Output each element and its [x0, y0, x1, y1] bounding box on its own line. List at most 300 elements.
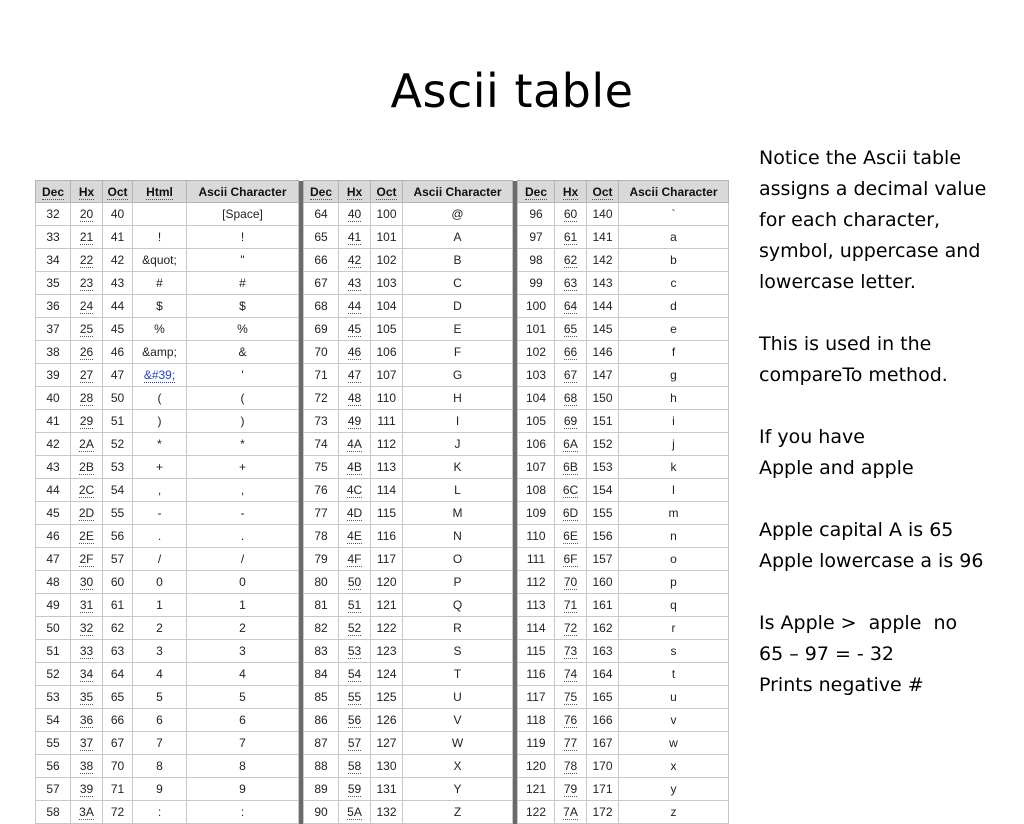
table-row	[36, 640, 729, 663]
oct-cell: 101	[371, 226, 403, 249]
hx-cell[interactable]: 50	[339, 571, 371, 594]
ascii-char-cell: +	[187, 456, 299, 479]
ascii-char-cell: F	[403, 341, 513, 364]
hx-cell[interactable]: 54	[339, 663, 371, 686]
ascii-char-cell: %	[187, 318, 299, 341]
oct-cell: 72	[103, 801, 133, 824]
oct-cell: 141	[587, 226, 619, 249]
ascii-char-cell: Y	[403, 778, 513, 801]
ascii-char-cell: o	[619, 548, 729, 571]
hx-cell[interactable]: 6B	[555, 456, 587, 479]
html-cell: (	[133, 387, 187, 410]
dec-cell: 65	[304, 226, 339, 249]
hx-cell[interactable]: 53	[339, 640, 371, 663]
oct-cell: 47	[103, 364, 133, 387]
ascii-char-cell: P	[403, 571, 513, 594]
dec-cell: 86	[304, 709, 339, 732]
ascii-char-cell: `	[619, 203, 729, 226]
hx-cell[interactable]: 72	[555, 617, 587, 640]
dec-cell: 68	[304, 295, 339, 318]
table-row	[36, 594, 729, 617]
hx-cell[interactable]: 78	[555, 755, 587, 778]
hx-cell[interactable]: 6D	[555, 502, 587, 525]
oct-cell: 110	[371, 387, 403, 410]
ascii-char-cell: !	[187, 226, 299, 249]
hx-cell[interactable]: 64	[555, 295, 587, 318]
table-row	[36, 755, 729, 778]
hx-cell[interactable]: 59	[339, 778, 371, 801]
hx-cell[interactable]: 6E	[555, 525, 587, 548]
ascii-char-cell: 3	[187, 640, 299, 663]
dec-cell: 45	[36, 502, 71, 525]
ascii-char-cell: .	[187, 525, 299, 548]
ascii-char-cell: M	[403, 502, 513, 525]
oct-cell: 115	[371, 502, 403, 525]
ascii-table-body	[36, 203, 729, 824]
oct-cell: 45	[103, 318, 133, 341]
ascii-char-cell: )	[187, 410, 299, 433]
oct-cell: 156	[587, 525, 619, 548]
oct-cell: 162	[587, 617, 619, 640]
ascii-char-cell: Q	[403, 594, 513, 617]
hx-cell[interactable]: 62	[555, 249, 587, 272]
hx-cell[interactable]: 71	[555, 594, 587, 617]
oct-cell: 112	[371, 433, 403, 456]
hx-cell[interactable]: 46	[339, 341, 371, 364]
hx-cell[interactable]: 25	[71, 318, 103, 341]
notes-line: lowercase letter.	[759, 271, 916, 293]
hx-cell[interactable]: 76	[555, 709, 587, 732]
dec-cell: 81	[304, 594, 339, 617]
dec-cell: 102	[518, 341, 555, 364]
oct-cell: 171	[587, 778, 619, 801]
dec-cell: 121	[518, 778, 555, 801]
oct-cell: 106	[371, 341, 403, 364]
oct-cell: 163	[587, 640, 619, 663]
ascii-char-cell: 2	[187, 617, 299, 640]
table-row	[36, 410, 729, 433]
ascii-char-cell: [Space]	[187, 203, 299, 226]
dec-cell: 66	[304, 249, 339, 272]
html-cell: &amp;	[133, 341, 187, 364]
notes-line	[759, 484, 1021, 515]
ascii-char-cell: s	[619, 640, 729, 663]
oct-cell: 41	[103, 226, 133, 249]
dec-cell: 37	[36, 318, 71, 341]
dec-cell: 54	[36, 709, 71, 732]
oct-cell: 51	[103, 410, 133, 433]
dec-cell: 49	[36, 594, 71, 617]
hx-cell[interactable]: 60	[555, 203, 587, 226]
oct-cell: 52	[103, 433, 133, 456]
dec-cell: 97	[518, 226, 555, 249]
dec-cell: 115	[518, 640, 555, 663]
hx-cell[interactable]: 74	[555, 663, 587, 686]
dec-cell: 87	[304, 732, 339, 755]
html-cell: -	[133, 502, 187, 525]
ascii-char-cell: g	[619, 364, 729, 387]
oct-cell: 165	[587, 686, 619, 709]
hx-cell[interactable]: 49	[339, 410, 371, 433]
header-oct: Oct	[103, 181, 133, 203]
dec-cell: 113	[518, 594, 555, 617]
hx-cell[interactable]: 38	[71, 755, 103, 778]
html-cell: 0	[133, 571, 187, 594]
hx-cell[interactable]: 23	[71, 272, 103, 295]
ascii-char-cell: L	[403, 479, 513, 502]
table-row	[36, 732, 729, 755]
table-row	[36, 249, 729, 272]
hx-cell[interactable]: 65	[555, 318, 587, 341]
ascii-char-cell: k	[619, 456, 729, 479]
html-cell: $	[133, 295, 187, 318]
html-cell: +	[133, 456, 187, 479]
hx-cell[interactable]: 58	[339, 755, 371, 778]
hx-cell[interactable]: 32	[71, 617, 103, 640]
hx-cell[interactable]: 33	[71, 640, 103, 663]
ascii-char-cell: E	[403, 318, 513, 341]
oct-cell: 66	[103, 709, 133, 732]
oct-cell: 122	[371, 617, 403, 640]
oct-cell: 144	[587, 295, 619, 318]
hx-cell[interactable]: 4B	[339, 456, 371, 479]
oct-cell: 147	[587, 364, 619, 387]
hx-cell[interactable]: 45	[339, 318, 371, 341]
hx-cell[interactable]: 31	[71, 594, 103, 617]
oct-cell: 107	[371, 364, 403, 387]
slide-title: Ascii table	[390, 64, 634, 118]
dec-cell: 79	[304, 548, 339, 571]
oct-cell: 44	[103, 295, 133, 318]
oct-cell: 53	[103, 456, 133, 479]
hx-cell[interactable]: 4C	[339, 479, 371, 502]
hx-cell[interactable]: 57	[339, 732, 371, 755]
oct-cell: 152	[587, 433, 619, 456]
ascii-char-cell: :	[187, 801, 299, 824]
oct-cell: 55	[103, 502, 133, 525]
dec-cell: 69	[304, 318, 339, 341]
ascii-char-cell: m	[619, 502, 729, 525]
hx-cell[interactable]: 28	[71, 387, 103, 410]
oct-cell: 123	[371, 640, 403, 663]
ascii-char-cell: h	[619, 387, 729, 410]
ascii-char-cell: A	[403, 226, 513, 249]
table-row	[36, 295, 729, 318]
ascii-char-cell: X	[403, 755, 513, 778]
hx-cell[interactable]: 73	[555, 640, 587, 663]
oct-cell: 114	[371, 479, 403, 502]
dec-cell: 80	[304, 571, 339, 594]
oct-cell: 157	[587, 548, 619, 571]
oct-cell: 140	[587, 203, 619, 226]
hx-cell[interactable]: 2B	[71, 456, 103, 479]
dec-cell: 70	[304, 341, 339, 364]
hx-cell[interactable]: 7A	[555, 801, 587, 824]
hx-cell[interactable]: 48	[339, 387, 371, 410]
table-row	[36, 663, 729, 686]
hx-cell[interactable]: 67	[555, 364, 587, 387]
html-cell: 5	[133, 686, 187, 709]
ascii-char-cell: 1	[187, 594, 299, 617]
dec-cell: 34	[36, 249, 71, 272]
oct-cell: 102	[371, 249, 403, 272]
hx-cell[interactable]: 24	[71, 295, 103, 318]
ascii-char-cell: U	[403, 686, 513, 709]
html-cell: 4	[133, 663, 187, 686]
table-row	[36, 686, 729, 709]
hx-cell[interactable]: 34	[71, 663, 103, 686]
html-cell: 9	[133, 778, 187, 801]
dec-cell: 111	[518, 548, 555, 571]
hx-cell[interactable]: 47	[339, 364, 371, 387]
header-dec: Dec	[304, 181, 339, 203]
oct-cell: 60	[103, 571, 133, 594]
ascii-char-cell: &	[187, 341, 299, 364]
html-cell: 6	[133, 709, 187, 732]
hx-cell[interactable]: 22	[71, 249, 103, 272]
ascii-char-cell: D	[403, 295, 513, 318]
hx-cell[interactable]: 37	[71, 732, 103, 755]
ascii-char-cell: V	[403, 709, 513, 732]
dec-cell: 73	[304, 410, 339, 433]
table-row	[36, 341, 729, 364]
hx-cell[interactable]: 2A	[71, 433, 103, 456]
hx-cell[interactable]: 42	[339, 249, 371, 272]
hx-cell[interactable]: 2C	[71, 479, 103, 502]
oct-cell: 65	[103, 686, 133, 709]
hx-cell[interactable]: 6A	[555, 433, 587, 456]
hx-cell[interactable]: 75	[555, 686, 587, 709]
header-ascii-character: Ascii Character	[403, 181, 513, 203]
dec-cell: 119	[518, 732, 555, 755]
table-row	[36, 433, 729, 456]
notes-line: for each character,	[759, 209, 941, 231]
hx-cell[interactable]: 2F	[71, 548, 103, 571]
table-row	[36, 272, 729, 295]
ascii-char-cell: G	[403, 364, 513, 387]
dec-cell: 48	[36, 571, 71, 594]
oct-cell: 150	[587, 387, 619, 410]
ascii-char-cell: b	[619, 249, 729, 272]
oct-cell: 111	[371, 410, 403, 433]
oct-cell: 154	[587, 479, 619, 502]
oct-cell: 67	[103, 732, 133, 755]
hx-cell[interactable]: 77	[555, 732, 587, 755]
dec-cell: 110	[518, 525, 555, 548]
dec-cell: 83	[304, 640, 339, 663]
dec-cell: 44	[36, 479, 71, 502]
ascii-char-cell: l	[619, 479, 729, 502]
table-row	[36, 318, 729, 341]
dec-cell: 47	[36, 548, 71, 571]
ascii-char-cell: B	[403, 249, 513, 272]
hx-cell[interactable]: 55	[339, 686, 371, 709]
ascii-char-cell: K	[403, 456, 513, 479]
notes-line: Is Apple > apple no	[759, 612, 958, 634]
notes-line: Apple lowercase a is 96	[759, 550, 984, 572]
hx-cell[interactable]: 56	[339, 709, 371, 732]
ascii-char-cell: *	[187, 433, 299, 456]
ascii-char-cell: /	[187, 548, 299, 571]
table-row	[36, 502, 729, 525]
dec-cell: 43	[36, 456, 71, 479]
dec-cell: 100	[518, 295, 555, 318]
dec-cell: 32	[36, 203, 71, 226]
oct-cell: 61	[103, 594, 133, 617]
ascii-char-cell: 8	[187, 755, 299, 778]
oct-cell: 155	[587, 502, 619, 525]
dec-cell: 46	[36, 525, 71, 548]
hx-cell[interactable]: 79	[555, 778, 587, 801]
oct-cell: 172	[587, 801, 619, 824]
hx-cell[interactable]: 27	[71, 364, 103, 387]
table-row	[36, 456, 729, 479]
hx-cell[interactable]: 3A	[71, 801, 103, 824]
ascii-char-cell: R	[403, 617, 513, 640]
html-cell	[133, 203, 187, 226]
oct-cell: 124	[371, 663, 403, 686]
hx-cell[interactable]: 2E	[71, 525, 103, 548]
ascii-char-cell: r	[619, 617, 729, 640]
oct-cell: 70	[103, 755, 133, 778]
ascii-char-cell: j	[619, 433, 729, 456]
notes-line: assigns a decimal value	[759, 178, 987, 200]
ascii-char-cell: q	[619, 594, 729, 617]
oct-cell: 167	[587, 732, 619, 755]
hx-cell[interactable]: 29	[71, 410, 103, 433]
hx-cell[interactable]: 52	[339, 617, 371, 640]
oct-cell: 132	[371, 801, 403, 824]
hx-cell[interactable]: 63	[555, 272, 587, 295]
ascii-char-cell: O	[403, 548, 513, 571]
html-cell: .	[133, 525, 187, 548]
ascii-char-cell: 5	[187, 686, 299, 709]
hx-cell[interactable]: 4E	[339, 525, 371, 548]
hx-cell[interactable]: 66	[555, 341, 587, 364]
dec-cell: 33	[36, 226, 71, 249]
notes-line: If you have	[759, 426, 865, 448]
ascii-table-image	[35, 180, 744, 819]
oct-cell: 166	[587, 709, 619, 732]
ascii-char-cell: @	[403, 203, 513, 226]
ascii-char-cell: '	[187, 364, 299, 387]
dec-cell: 64	[304, 203, 339, 226]
hx-cell[interactable]: 61	[555, 226, 587, 249]
dec-cell: 78	[304, 525, 339, 548]
dec-cell: 103	[518, 364, 555, 387]
oct-cell: 62	[103, 617, 133, 640]
html-cell[interactable]: &#39;	[133, 364, 187, 387]
dec-cell: 105	[518, 410, 555, 433]
ascii-char-cell: W	[403, 732, 513, 755]
dec-cell: 39	[36, 364, 71, 387]
oct-cell: 71	[103, 778, 133, 801]
dec-cell: 88	[304, 755, 339, 778]
html-cell: #	[133, 272, 187, 295]
hx-cell[interactable]: 44	[339, 295, 371, 318]
dec-cell: 51	[36, 640, 71, 663]
header-oct: Oct	[371, 181, 403, 203]
table-row	[36, 479, 729, 502]
dec-cell: 89	[304, 778, 339, 801]
header-hx: Hx	[71, 181, 103, 203]
hx-cell[interactable]: 40	[339, 203, 371, 226]
hx-cell[interactable]: 5A	[339, 801, 371, 824]
hx-cell[interactable]: 4A	[339, 433, 371, 456]
notes-line: This is used in the	[759, 333, 932, 355]
dec-cell: 84	[304, 663, 339, 686]
hx-cell[interactable]: 51	[339, 594, 371, 617]
hx-cell[interactable]: 70	[555, 571, 587, 594]
hx-cell[interactable]: 20	[71, 203, 103, 226]
hx-cell[interactable]: 26	[71, 341, 103, 364]
hx-cell[interactable]: 2D	[71, 502, 103, 525]
dec-cell: 122	[518, 801, 555, 824]
oct-cell: 46	[103, 341, 133, 364]
hx-cell[interactable]: 68	[555, 387, 587, 410]
oct-cell: 127	[371, 732, 403, 755]
hx-cell[interactable]: 4D	[339, 502, 371, 525]
html-cell: 1	[133, 594, 187, 617]
table-row	[36, 548, 729, 571]
ascii-char-cell: f	[619, 341, 729, 364]
table-row	[36, 387, 729, 410]
oct-cell: 100	[371, 203, 403, 226]
oct-cell: 113	[371, 456, 403, 479]
dec-cell: 114	[518, 617, 555, 640]
ascii-char-cell: -	[187, 502, 299, 525]
ascii-char-cell: 9	[187, 778, 299, 801]
html-cell: 7	[133, 732, 187, 755]
dec-cell: 38	[36, 341, 71, 364]
notes-line: Apple and apple	[759, 457, 914, 479]
hx-cell[interactable]: 39	[71, 778, 103, 801]
ascii-char-cell: 6	[187, 709, 299, 732]
hx-cell[interactable]: 6C	[555, 479, 587, 502]
dec-cell: 107	[518, 456, 555, 479]
oct-cell: 170	[587, 755, 619, 778]
oct-cell: 56	[103, 525, 133, 548]
hx-cell[interactable]: 21	[71, 226, 103, 249]
table-row	[36, 709, 729, 732]
hx-cell[interactable]: 30	[71, 571, 103, 594]
html-cell: /	[133, 548, 187, 571]
hx-cell[interactable]: 43	[339, 272, 371, 295]
html-cell: *	[133, 433, 187, 456]
dec-cell: 50	[36, 617, 71, 640]
hx-cell[interactable]: 41	[339, 226, 371, 249]
ascii-char-cell: N	[403, 525, 513, 548]
oct-cell: 54	[103, 479, 133, 502]
oct-cell: 42	[103, 249, 133, 272]
hx-cell[interactable]: 35	[71, 686, 103, 709]
hx-cell[interactable]: 69	[555, 410, 587, 433]
dec-cell: 99	[518, 272, 555, 295]
ascii-char-cell: c	[619, 272, 729, 295]
html-cell: 8	[133, 755, 187, 778]
hx-cell[interactable]: 6F	[555, 548, 587, 571]
html-cell: %	[133, 318, 187, 341]
hx-cell[interactable]: 4F	[339, 548, 371, 571]
dec-cell: 116	[518, 663, 555, 686]
ascii-char-cell: $	[187, 295, 299, 318]
html-cell: 2	[133, 617, 187, 640]
hx-cell[interactable]: 36	[71, 709, 103, 732]
ascii-char-cell: d	[619, 295, 729, 318]
dec-cell: 90	[304, 801, 339, 824]
notes-text	[759, 143, 1021, 701]
dec-cell: 35	[36, 272, 71, 295]
